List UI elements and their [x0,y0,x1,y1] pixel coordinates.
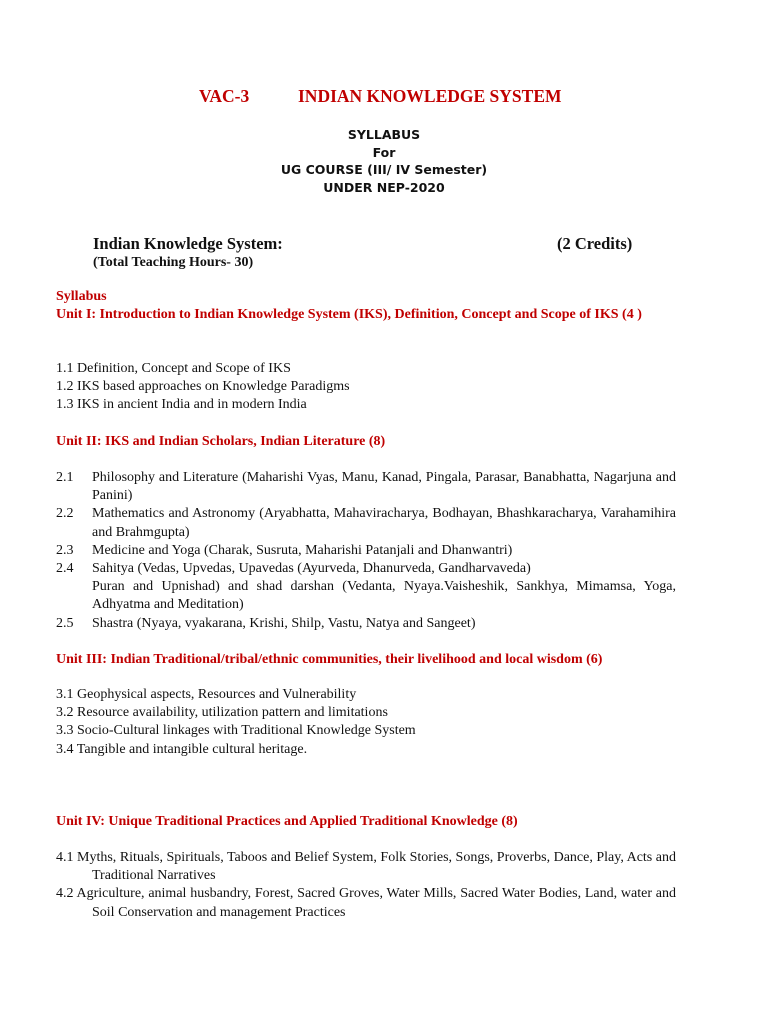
list-item [56,469,676,505]
unit-heading: Unit I: Introduction to Indian Knowledge System (IKS), Definition, Concept and Scope of IKS (4 ) [56,307,642,323]
unit-3-items [56,686,676,759]
course-name: Indian Knowledge System: [93,234,283,253]
header-line: UG COURSE (III/ IV Semester) [280,162,488,177]
list-item [56,615,676,633]
list-item: 1.1 Definition, Concept and Scope of IKS [56,361,291,376]
header-line: UNDER NEP-2020 [323,179,445,195]
item-number: 2.3 [56,542,74,558]
header-line: For [372,144,396,160]
list-item: 4.2 Agriculture, animal husbandry, Forest, Sacred Groves, Water Mills, Sacred Water Bodies, Land, water and Soil Conservation and management Practices [56,886,676,920]
list-item [56,542,676,560]
unit-1-section-heading [56,288,676,324]
course-code: VAC-3 [199,86,250,106]
list-item: 3.1 Geophysical aspects, Resources and Vulnerability [56,687,357,702]
item-text: Sahitya (Vedas, Upvedas, Upavedas (Ayurveda, Dhanurveda, Gandharvaveda) [92,561,531,577]
unit-2-items [56,469,676,633]
course-title: INDIAN KNOWLEDGE SYSTEM [298,86,562,106]
unit-4-items [56,849,676,922]
item-text: Medicine and Yoga (Charak, Susruta, Maharishi Patanjali and Dhanwantri) [92,542,513,558]
list-item [56,560,676,578]
item-number: 2.5 [56,615,74,631]
document-title [199,86,562,107]
syllabus-label: Syllabus [56,289,107,304]
list-item: 3.3 Socio-Cultural linkages with Traditional Knowledge System [56,723,416,739]
item-text: Puran and Upnishad) and shad darshan (Vedanta, Nyaya.Vaisheshik, Sankhya, Mimamsa, Yoga, Adhyatma and Meditation) [92,579,676,613]
item-number: 2.4 [56,561,74,577]
list-item: 3.4 Tangible and intangible cultural heritage. [56,741,308,757]
item-number: 2.2 [56,506,74,522]
list-item: 1.2 IKS based approaches on Knowledge Paradigms [56,379,350,395]
list-item-continuation [56,578,676,614]
unit-heading: Unit III: Indian Traditional/tribal/ethnic communities, their livelihood and local wisdom (6) [56,652,603,667]
unit-heading: Unit IV: Unique Traditional Practices and Applied Traditional Knowledge (8) [56,814,518,829]
unit-1-items [56,360,676,415]
item-text: Shastra (Nyaya, vyakarana, Krishi, Shilp, Vastu, Natya and Sangeet) [92,615,476,631]
teaching-hours: (Total Teaching Hours- 30) [93,255,254,270]
list-item [56,505,676,541]
list-item: 1.3 IKS in ancient India and in modern India [56,397,307,413]
list-item: 4.1 Myths, Rituals, Spirituals, Taboos and Belief System, Folk Stories, Songs, Proverbs, Dance, Play, Acts and Traditional Narratives [56,850,676,884]
item-text: Mathematics and Astronomy (Aryabhatta, Mahaviracharya, Bodhayan, Bhashkaracharya, Varahamihira and Brahmgupta) [92,506,676,540]
item-text: Philosophy and Literature (Maharishi Vyas, Manu, Kanad, Pingala, Parasar, Banabhatta, Nagarjuna and Panini) [92,470,676,504]
course-name-line [93,234,653,254]
item-number: 2.1 [56,470,74,485]
unit-heading: Unit II: IKS and Indian Scholars, Indian Literature (8) [56,434,386,449]
header-line: SYLLABUS [347,127,421,142]
course-credits: (2 Credits) [557,234,633,253]
syllabus-header [0,126,768,196]
list-item: 3.2 Resource availability, utilization pattern and limitations [56,705,388,721]
